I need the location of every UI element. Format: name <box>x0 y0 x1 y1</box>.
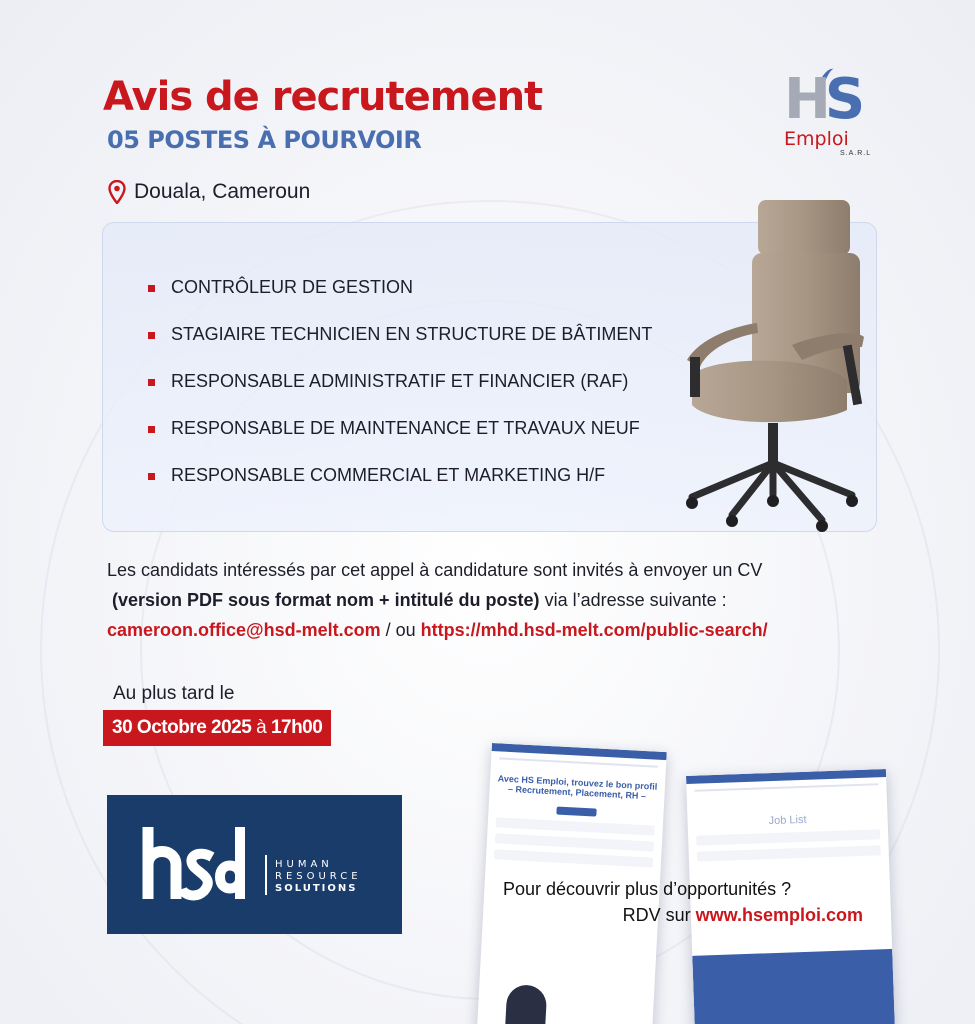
search-url-link[interactable]: https://mhd.hsd-melt.com/public-search/ <box>420 620 768 640</box>
hsd-mark-icon <box>142 827 247 902</box>
bullet-icon <box>148 379 155 386</box>
instructions-line-3: cameroon.office@hsd-melt.com / ou https://mhd.hsd-melt.com/public-search/ <box>107 620 768 640</box>
bullet-icon <box>148 426 155 433</box>
job-item: RESPONSABLE COMMERCIAL ET MARKETING H/F <box>148 465 652 512</box>
mockup-button <box>556 806 596 816</box>
job-item: CONTRÔLEUR DE GESTION <box>148 277 652 324</box>
location-text: Douala, Cameroun <box>134 180 311 203</box>
mockup-block <box>495 833 654 851</box>
mockup-person-image <box>505 984 548 1024</box>
page-title: Avis de recrutement <box>103 74 543 120</box>
deadline-label: Au plus tard le <box>113 683 235 704</box>
logo-letters: HS <box>784 67 860 132</box>
mockup-block <box>697 845 881 861</box>
job-item: RESPONSABLE DE MAINTENANCE ET TRAVAUX NEUF <box>148 418 652 465</box>
bullet-icon <box>148 285 155 292</box>
mockup-block <box>494 849 653 867</box>
email-link[interactable]: cameroon.office@hsd-melt.com <box>107 620 381 640</box>
logo-name: Emploi <box>784 128 849 150</box>
hsd-divider <box>265 855 267 895</box>
page-subtitle: 05 POSTES À POURVOIR <box>107 126 422 154</box>
job-item: STAGIAIRE TECHNICIEN EN STRUCTURE DE BÂTIMENT <box>148 324 652 371</box>
mockup-heading: Job List <box>768 813 807 828</box>
website-promo <box>503 876 863 928</box>
website-link[interactable]: www.hsemploi.com <box>695 905 863 925</box>
hsd-wordmark: HUMAN RESOURCE SOLUTIONS <box>275 859 362 894</box>
application-instructions <box>107 555 907 645</box>
mockup-block <box>496 817 655 835</box>
mockup-heading: Avec HS Emploi, trouvez le bon profil – Recrutement, Placement, RH – <box>497 773 658 802</box>
hs-emploi-logo <box>784 67 884 160</box>
promo-line-1: Pour découvrir plus d’opportunités ? <box>503 879 792 899</box>
office-chair-illustration <box>672 195 872 540</box>
map-pin-icon <box>108 180 126 204</box>
logo-legal: S.A.R.L <box>840 150 872 157</box>
mockup-block <box>696 829 880 845</box>
mockup-nav <box>694 783 878 791</box>
cv-format-note: (version PDF sous format nom + intitulé du poste) <box>112 590 540 610</box>
bullet-icon <box>148 473 155 480</box>
hsd-logo <box>107 795 402 934</box>
job-item: RESPONSABLE ADMINISTRATIF ET FINANCIER (RAF) <box>148 371 652 418</box>
instructions-line-1: Les candidats intéressés par cet appel à candidature sont invités à envoyer un CV <box>107 560 763 580</box>
mockup-footer <box>692 949 895 1024</box>
bullet-icon <box>148 332 155 339</box>
location <box>108 180 310 204</box>
job-list <box>148 277 652 512</box>
instructions-line-2: (version PDF sous format nom + intitulé du poste) via l’adresse suivante : <box>112 590 727 610</box>
deadline-badge: 30 Octobre 2025 à 17h00 <box>103 710 331 746</box>
promo-line-2: RDV sur www.hsemploi.com <box>622 905 863 925</box>
